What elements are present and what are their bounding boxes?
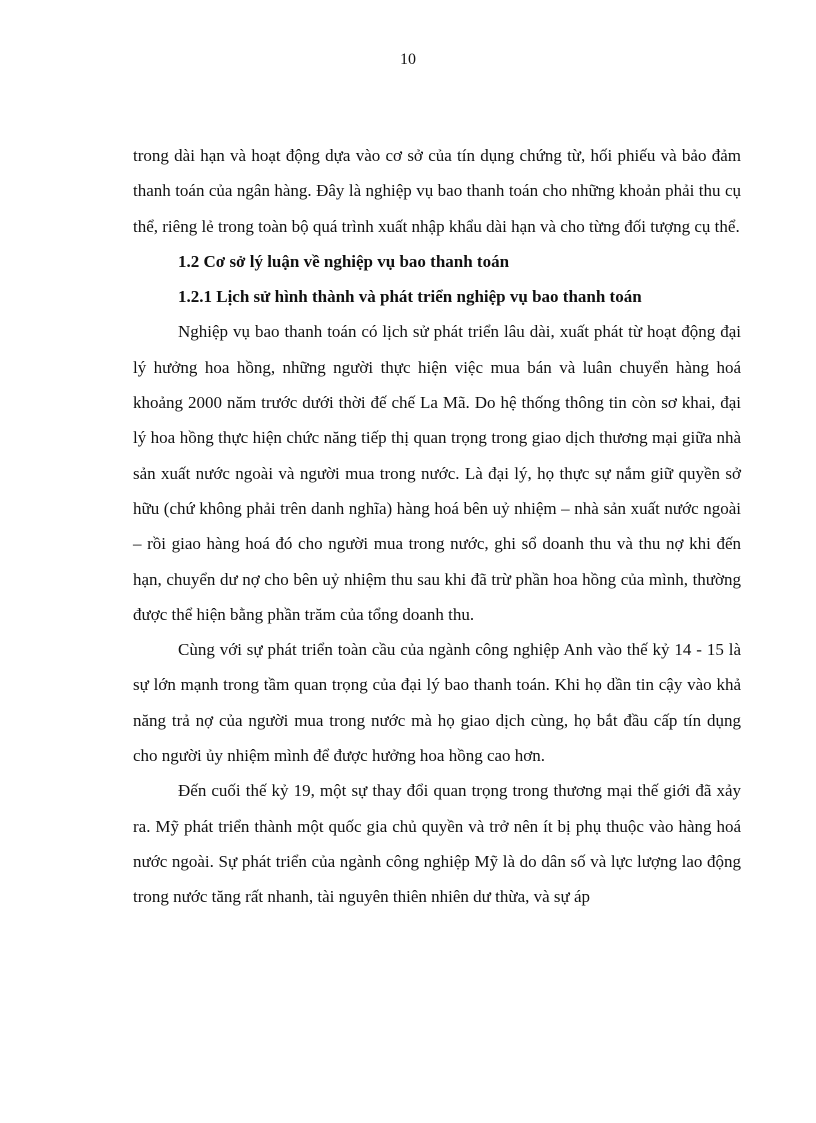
paragraph: trong dài hạn và hoạt động dựa vào cơ sở của tín dụng chứng từ, hối phiếu và bảo đảm thanh toán của ngân hàng. Đây là nghiệp vụ bao thanh toán cho những khoản phải thu cụ thể, riêng lẻ trong toàn bộ quá trình xuất nhập khẩu dài hạn và cho từng đối tượng cụ thể.	[133, 146, 741, 236]
page-number: 10	[400, 51, 416, 68]
subsection-heading: 1.2.1 Lịch sử hình thành và phát triển nghiệp vụ bao thanh toán	[178, 287, 642, 307]
section-heading: 1.2 Cơ sở lý luận về nghiệp vụ bao thanh toán	[178, 251, 510, 271]
paragraph: Đến cuối thế kỷ 19, một sự thay đổi quan trọng trong thương mại thế giới đã xảy ra. Mỹ phát triển thành một quốc gia chủ quyền và trở nên ít bị phụ thuộc vào hàng hoá nước ngoài. Sự phát triển của ngành công nghiệp Mỹ là do dân số và lực lượng lao động trong nước tăng rất nhanh, tài nguyên thiên nhiên dư thừa, và sự áp	[133, 781, 741, 907]
document-body	[133, 138, 741, 915]
paragraph: Nghiệp vụ bao thanh toán có lịch sử phát triển lâu dài, xuất phát từ hoạt động đại lý hưởng hoa hồng, những người thực hiện việc mua bán và luân chuyển hàng hoá khoảng 2000 năm trước dưới thời đế chế La Mã. Do hệ thống thông tin còn sơ khai, đại lý hoa hồng thực hiện chức năng tiếp thị quan trọng trong giao dịch thương mại giữa nhà sản xuất nước ngoài và người mua trong nước. Là đại lý, họ thực sự nắm giữ quyền sở hữu (chứ không phải trên danh nghĩa) hàng hoá bên uỷ nhiệm – nhà sản xuất nước ngoài – rồi giao hàng hoá đó cho người mua trong nước, ghi sổ doanh thu và thu nợ khi đến hạn, chuyển dư nợ cho bên uỷ nhiệm thu sau khi đã trừ phần hoa hồng của mình, thường được thể hiện bằng phần trăm của tổng doanh thu.	[133, 322, 741, 624]
paragraph: Cùng với sự phát triển toàn cầu của ngành công nghiệp Anh vào thế kỷ 14 - 15 là sự lớn mạnh trong tầm quan trọng của đại lý bao thanh toán. Khi họ dần tin cậy vào khả năng trả nợ của người mua trong nước mà họ giao dịch cùng, họ bắt đầu cấp tín dụng cho người ủy nhiệm mình để được hưởng hoa hồng cao hơn.	[133, 640, 741, 766]
